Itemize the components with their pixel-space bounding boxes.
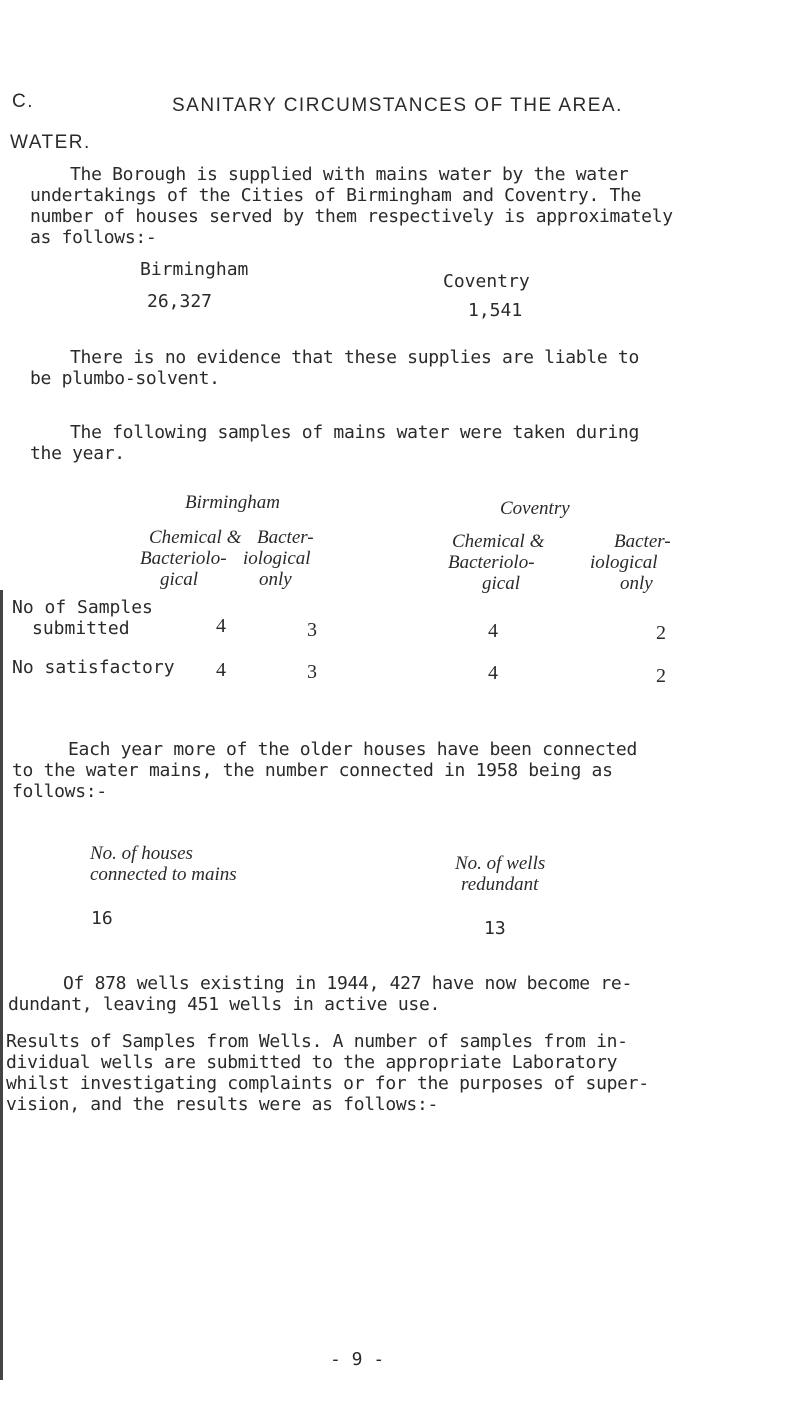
col-header-line: Bacter-: [257, 527, 314, 548]
table-cell: 2: [656, 665, 666, 687]
section-title: SANITARY CIRCUMSTANCES OF THE AREA.: [172, 95, 623, 116]
paragraph-plumbo: [30, 347, 639, 389]
houses-connected-value: 16: [91, 908, 113, 929]
table-cell: 4: [216, 659, 226, 681]
col-header-cov-chem-bact: [448, 531, 544, 594]
coventry-label: Coventry: [443, 271, 530, 292]
col-header-line: Bacteriolo-: [140, 548, 227, 569]
label-line: No. of houses: [90, 843, 193, 864]
label-line: redundant: [461, 874, 539, 895]
para-line: as follows:-: [30, 227, 157, 248]
table-cell: 3: [307, 619, 317, 641]
para-line: dividual wells are submitted to the appropriate Laboratory: [6, 1052, 618, 1073]
col-header-line: gical: [482, 573, 520, 594]
paragraph-supply: [30, 164, 673, 248]
para-line: be plumbo-solvent.: [30, 368, 220, 389]
col-header-bham-bact-only: [243, 527, 314, 590]
houses-connected-label: [90, 843, 237, 885]
col-header-line: Chemical &: [452, 531, 545, 552]
paragraph-well-samples: [6, 1031, 649, 1115]
table-cell: 2: [656, 622, 666, 644]
para-line: number of houses served by them respectively is approximately: [30, 206, 673, 227]
section-letter: C.: [12, 91, 34, 112]
col-header-line: only: [259, 569, 292, 590]
table-cell: 3: [307, 661, 317, 683]
birmingham-label: Birmingham: [140, 259, 249, 280]
para-line: The following samples of mains water were taken during: [70, 422, 639, 443]
para-line: Results of Samples from Wells. A number of samples from in-: [6, 1031, 628, 1052]
table-cell: 4: [216, 615, 226, 637]
table-cell: 4: [488, 662, 498, 684]
row-label-satisfactory: No satisfactory: [12, 657, 175, 678]
col-header-line: iological: [590, 552, 658, 573]
table-cell: 4: [488, 620, 498, 642]
table-header-coventry: Coventry: [500, 498, 570, 519]
col-header-line: iological: [243, 548, 311, 569]
col-header-line: only: [620, 573, 653, 594]
wells-redundant-label: [455, 853, 545, 895]
col-header-bham-chem-bact: [140, 527, 241, 590]
paragraph-samples: [30, 422, 639, 464]
scan-edge: [0, 590, 3, 1380]
page-number: - 9 -: [330, 1349, 385, 1370]
wells-redundant-value: 13: [484, 918, 506, 939]
para-line: Each year more of the older houses have been connected: [68, 739, 637, 760]
label-line: No. of wells: [455, 853, 546, 874]
row-label-line: submitted: [32, 618, 130, 639]
col-header-line: Chemical &: [149, 527, 242, 548]
para-line: Of 878 wells existing in 1944, 427 have now become re-: [63, 973, 632, 994]
para-line: whilst investigating complaints or for the purposes of super-: [6, 1073, 649, 1094]
para-line: to the water mains, the number connected in 1958 being as: [12, 760, 613, 781]
label-line: connected to mains: [90, 864, 237, 885]
coventry-houses-value: 1,541: [468, 300, 523, 321]
row-label-submitted: [12, 597, 153, 639]
birmingham-houses-value: 26,327: [147, 291, 213, 312]
para-line: the year.: [30, 443, 125, 464]
para-line: The Borough is supplied with mains water by the water: [70, 164, 629, 185]
col-header-line: Bacter-: [614, 531, 671, 552]
para-line: There is no evidence that these supplies are liable to: [70, 347, 639, 368]
paragraph-wells: [8, 973, 632, 1015]
subheading-water: WATER.: [10, 132, 91, 153]
para-line: undertakings of the Cities of Birmingham and Coventry. The: [30, 185, 642, 206]
para-line: vision, and the results were as follows:-: [6, 1094, 439, 1115]
para-line: follows:-: [12, 781, 107, 802]
col-header-cov-bact-only: [590, 531, 671, 594]
col-header-line: gical: [160, 569, 198, 590]
table-header-birmingham: Birmingham: [185, 492, 280, 513]
row-label-line: No of Samples: [12, 597, 153, 618]
col-header-line: Bacteriolo-: [448, 552, 535, 573]
para-line: dundant, leaving 451 wells in active use.: [8, 994, 441, 1015]
paragraph-connections: [12, 739, 637, 802]
